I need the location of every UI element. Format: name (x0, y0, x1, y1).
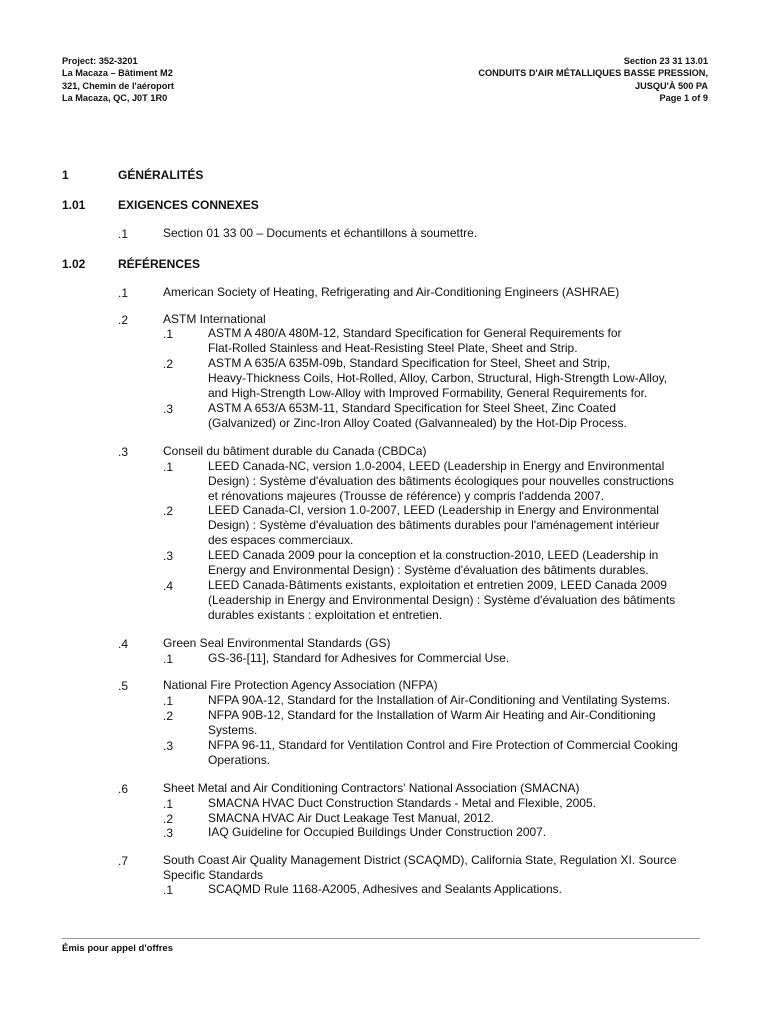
sub-item-text: ASTM A 653/A 653M-11, Standard Specification for Steel Sheet, Zinc Coated (Galvanized) or Zinc-Iron Alloy Coated (Galvannealed) by the Hot-Dip Process. (208, 401, 627, 430)
item-text: American Society of Heating, Refrigerating and Air-Conditioning Engineers (ASHRAE) (163, 285, 620, 299)
sub-item-text: LEED Canada-NC, version 1.0-2004, LEED (Leadership in Energy and Environmental Design) : Système d'évaluation des bâtiments écologiques pour nouvelles constructions et rénovations majeures (Trousse de référence) y compris l'addenda 2007. (208, 459, 674, 503)
sub-item-number: .3 (163, 402, 174, 416)
section-number: Section 23 31 13.01 (623, 56, 708, 66)
sub-item-number: .2 (163, 709, 174, 723)
item-text: National Fire Protection Agency Association (NFPA) (163, 678, 438, 692)
footer-divider (62, 938, 700, 939)
item-text: Conseil du bâtiment durable du Canada (CBDCa) (163, 444, 427, 458)
sub-item-text: IAQ Guideline for Occupied Buildings Under Construction 2007. (208, 825, 547, 839)
sub-item-text: NFPA 90B-12, Standard for the Installation of Warm Air Heating and Air-Conditioning Systems. (208, 708, 656, 737)
project-number: Project: 352-3201 (62, 56, 138, 66)
sub-item-number: .1 (163, 327, 174, 341)
sub-item-text: ASTM A 635/A 635M-09b, Standard Specification for Steel, Sheet and Strip, Heavy-Thickness Coils, Hot-Rolled, Alloy, Carbon, Structural, High-Strength Low-Alloy, and High-Strength Low-Alloy with Improved Formability, General Requirements for. (208, 356, 668, 400)
item-number: .3 (118, 445, 129, 459)
sub-item-number: .2 (163, 812, 174, 826)
sub-item-number: .1 (163, 460, 174, 474)
sub-item-text: GS-36-[11], Standard for Adhesives for Commercial Use. (208, 651, 510, 665)
sub-item-text: ASTM A 480/A 480M-12, Standard Specification for General Requirements for Flat-Rolled Stainless and Heat-Resisting Steel Plate, Sheet and Strip. (208, 326, 622, 355)
item-number: .5 (118, 679, 129, 693)
sub-item-number: .4 (163, 579, 174, 593)
sub-item-number: .1 (163, 694, 174, 708)
sub-item-number: .2 (163, 504, 174, 518)
header-project-info (62, 55, 174, 105)
sub-item-number: .1 (163, 652, 174, 666)
sub-item-number: .1 (163, 797, 174, 811)
city-line: La Macaza, QC, J0T 1R0 (62, 93, 168, 104)
sub-item-number: .2 (163, 357, 174, 371)
article-number: 1.02 (62, 257, 86, 271)
item-number: .1 (118, 227, 129, 241)
item-number: .7 (118, 854, 129, 868)
sub-item-text: LEED Canada 2009 pour la conception et la construction-2010, LEED (Leadership in Energy and Environmental Design) : Système d'évaluation des bâtiments durables. (208, 548, 659, 577)
sub-item-text: SMACNA HVAC Air Duct Leakage Test Manual, 2012. (208, 811, 494, 825)
building-name: La Macaza – Bâtiment M2 (62, 68, 173, 79)
item-text: Section 01 33 00 – Documents et échantillons à soumettre. (163, 226, 478, 240)
item-text: ASTM International (163, 312, 266, 326)
sub-item-text: NFPA 96-11, Standard for Ventilation Control and Fire Protection of Commercial Cooking Operations. (208, 738, 678, 767)
part-number: 1 (62, 168, 69, 182)
sub-item-text: LEED Canada-CI, version 1.0-2007, LEED (Leadership in Energy and Environmental Design) : Système d'évaluation des bâtiments durables pour l'aménagement intérieur des espaces commerciaux. (208, 503, 660, 547)
article-number: 1.01 (62, 198, 86, 212)
sub-item-text: LEED Canada-Bâtiments existants, exploitation et entretien 2009, LEED Canada 2009 (Leadership in Energy and Environmental Design) : Système d'évaluation des bâtiments durables existants : exploitation et entretien. (208, 578, 676, 622)
section-title: CONDUITS D'AIR MÉTALLIQUES BASSE PRESSION, (478, 68, 708, 79)
section-title-cont: JUSQU'À 500 PA (635, 80, 708, 91)
item-text: Sheet Metal and Air Conditioning Contractors' National Association (SMACNA) (163, 781, 580, 795)
address-line: 321, Chemin de l'aéroport (62, 80, 174, 91)
sub-item-number: .3 (163, 549, 174, 563)
article-title: EXIGENCES CONNEXES (118, 198, 259, 212)
item-number: .6 (118, 782, 129, 796)
part-title: GÉNÉRALITÉS (118, 168, 204, 182)
item-text: South Coast Air Quality Management District (SCAQMD), California State, Regulation XI. Source Specific Standards (163, 853, 677, 882)
sub-item-number: .1 (163, 883, 174, 897)
item-number: .1 (118, 286, 129, 300)
sub-item-text: SCAQMD Rule 1168-A2005, Adhesives and Sealants Applications. (208, 882, 562, 896)
sub-item-number: .3 (163, 739, 174, 753)
header-section-info (478, 55, 708, 105)
page-number: Page 1 of 9 (659, 93, 708, 104)
sub-item-number: .3 (163, 826, 174, 840)
item-text: Green Seal Environmental Standards (GS) (163, 636, 391, 650)
article-title: RÉFÉRENCES (118, 257, 201, 271)
sub-item-text: SMACNA HVAC Duct Construction Standards - Metal and Flexible, 2005. (208, 796, 596, 810)
item-number: .4 (118, 637, 129, 651)
item-number: .2 (118, 313, 129, 327)
footer-text: Émis pour appel d'offres (62, 943, 173, 954)
sub-item-text: NFPA 90A-12, Standard for the Installation of Air-Conditioning and Ventilating Systems. (208, 693, 671, 707)
